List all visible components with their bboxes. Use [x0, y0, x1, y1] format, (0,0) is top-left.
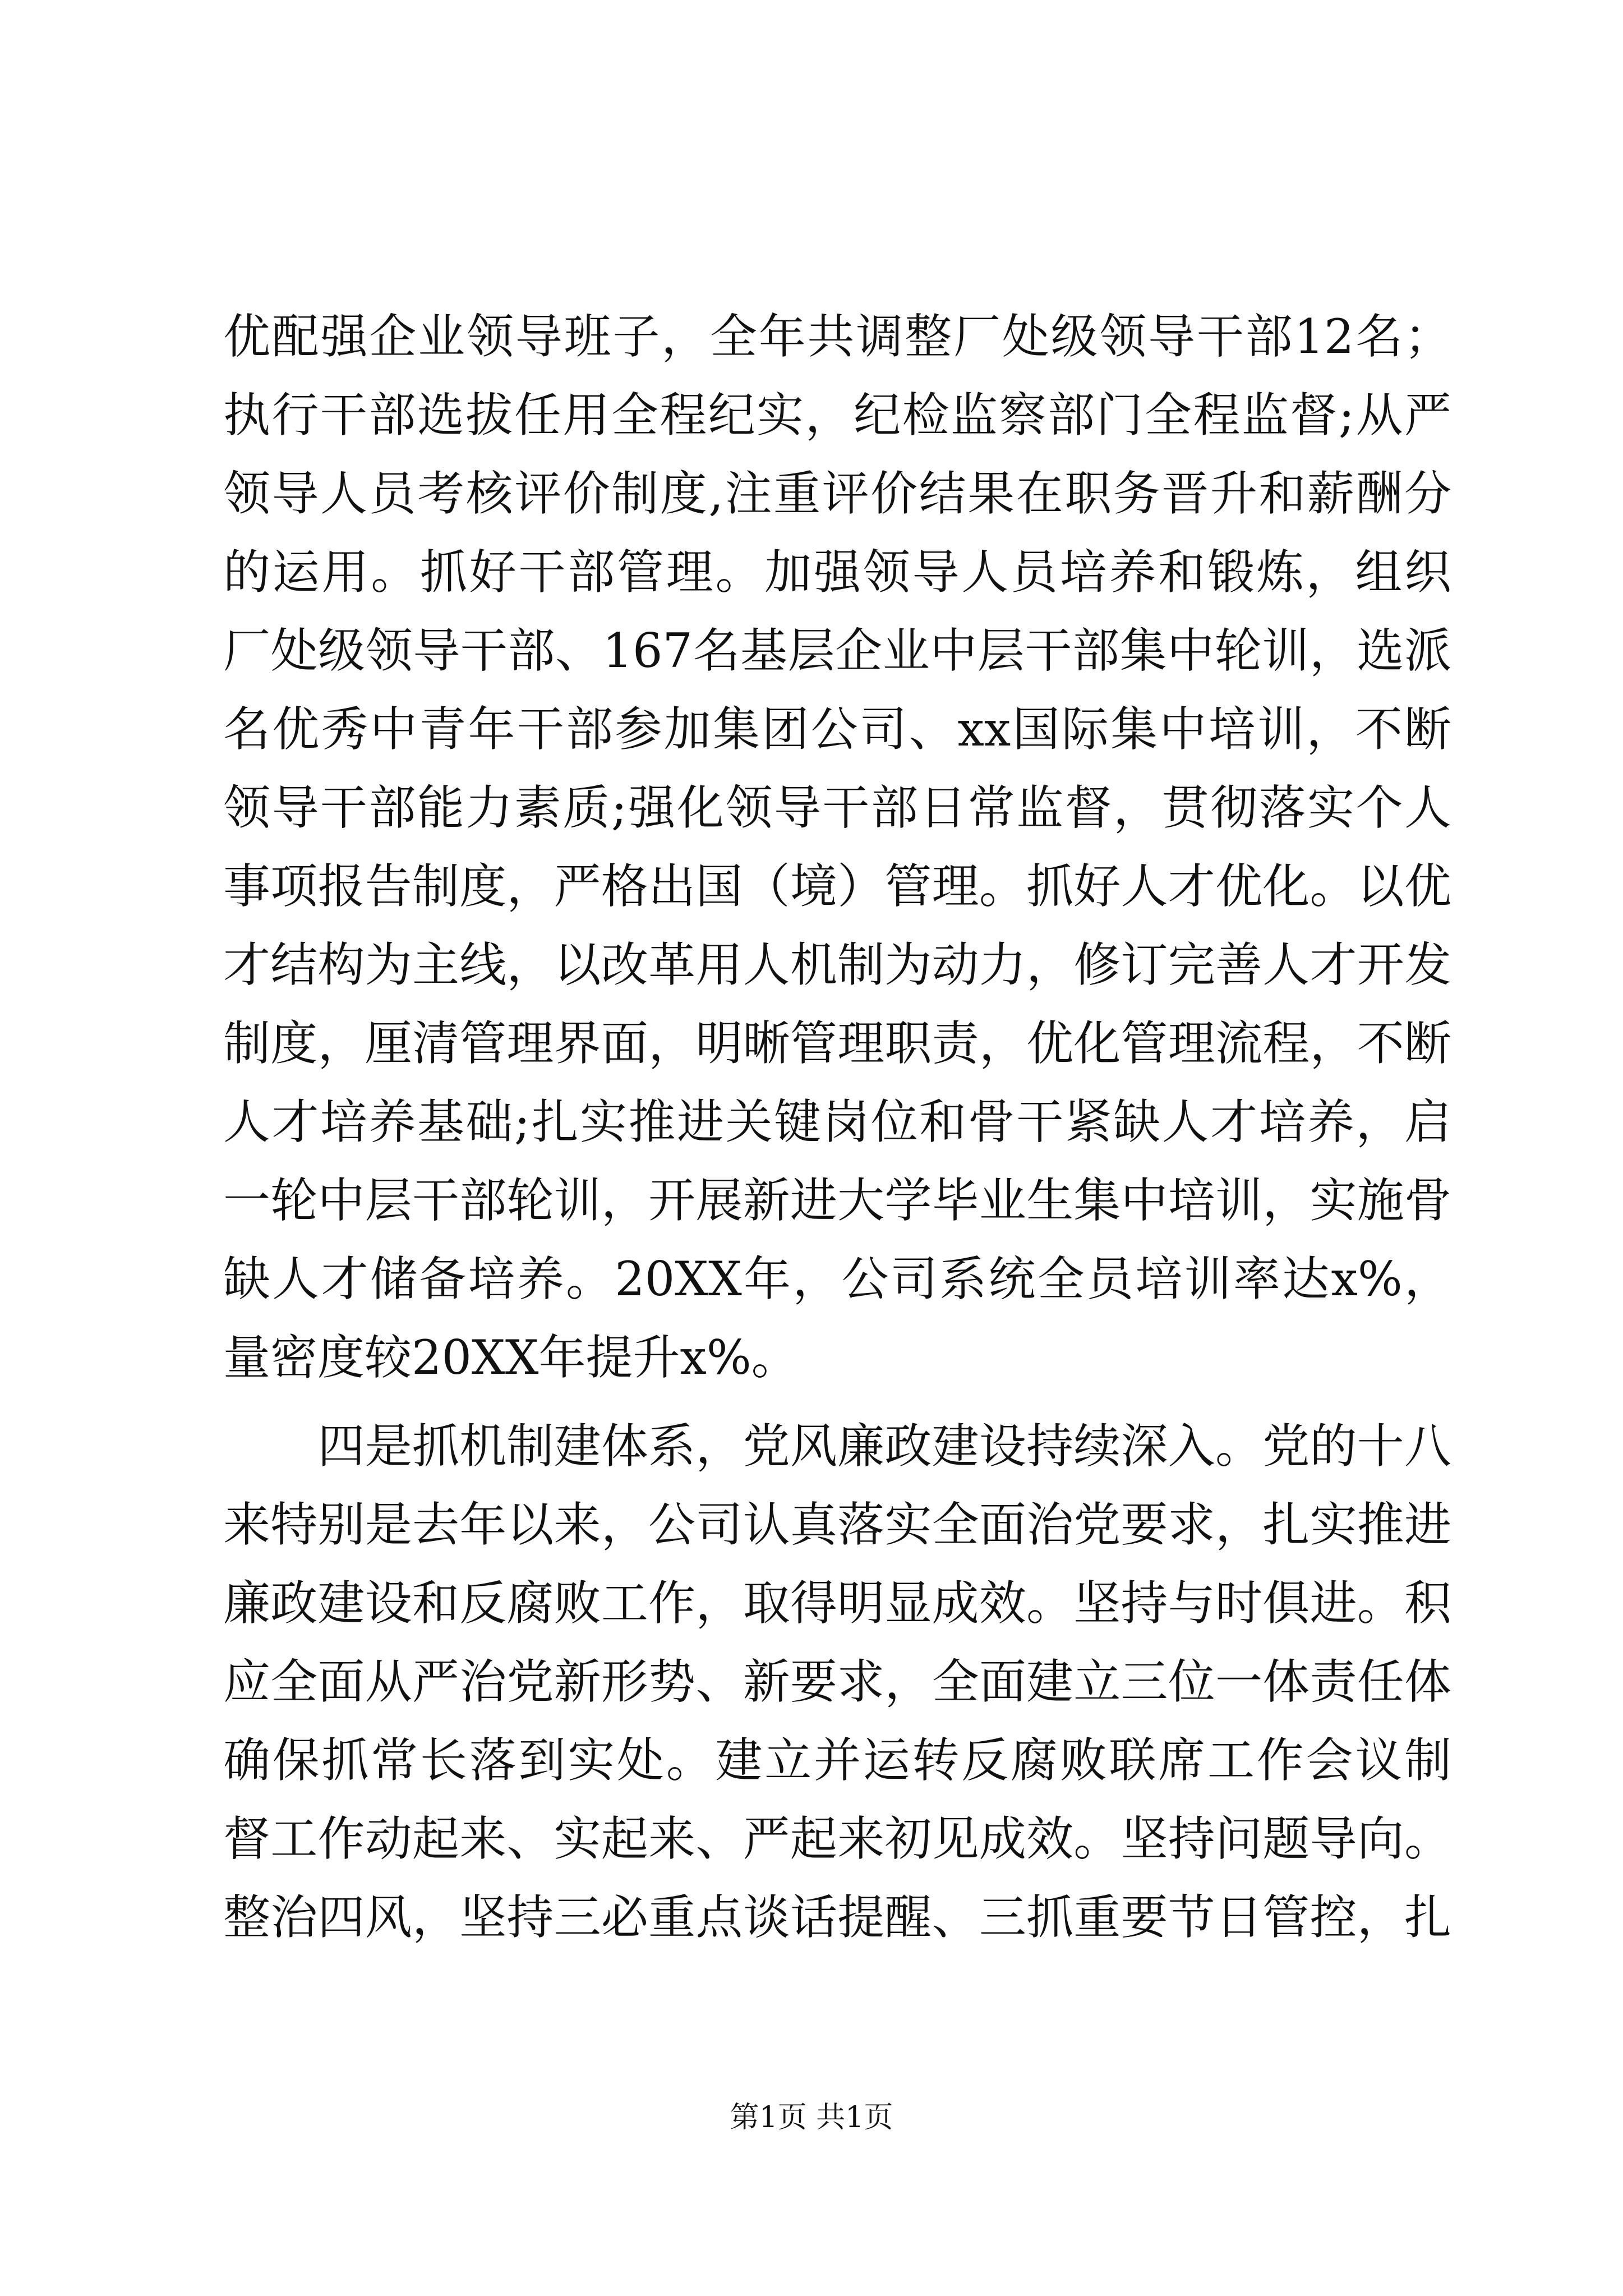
text-line: 领导人员考核评价制度,注重评价结果在职务晋升和薪酬分	[223, 466, 1451, 521]
text-line: 整治四风，坚持三必重点谈话提醒、三抓重要节日管控，扎	[223, 1890, 1451, 1945]
page-footer	[0, 2098, 1623, 2137]
text-line: 制度，厘清管理界面，明晰管理职责，优化管理流程，不断	[223, 1016, 1451, 1071]
text-line: 优配强企业领导班子，全年共调整厂处级领导干部12名；	[223, 309, 1451, 364]
text-line: 的运用。抓好干部管理。加强领导人员培养和锻炼，组织	[223, 545, 1451, 600]
text-line: 应全面从严治党新形势、新要求，全面建立三位一体责任体	[223, 1654, 1451, 1709]
text-line: 来特别是去年以来，公司认真落实全面治党要求，扎实推进	[223, 1497, 1451, 1552]
page-number-label: 第1页 共1页	[730, 2101, 893, 2134]
paragraph-spacer	[223, 1397, 1451, 1407]
text-line: 人才培养基础;扎实推进关键岗位和骨干紧缺人才培养，启	[223, 1094, 1451, 1149]
text-line: 缺人才储备培养。20XX年，公司系统全员培训率达x%，	[223, 1251, 1451, 1306]
paragraph-2	[223, 1407, 1451, 1957]
text-line: 事项报告制度，严格出国（境）管理。抓好人才优化。以优	[223, 859, 1451, 914]
text-line: 厂处级领导干部、167名基层企业中层干部集中轮训，选派	[223, 623, 1451, 678]
text-line: 确保抓常长落到实处。建立并运转反腐败联席工作会议制	[223, 1733, 1451, 1788]
text-line: 名优秀中青年干部参加集团公司、xx国际集中培训，不断	[223, 702, 1451, 757]
text-line: 才结构为主线，以改革用人机制为动力，修订完善人才开发	[223, 937, 1451, 992]
document-body	[223, 297, 1451, 1957]
text-line: 量密度较20XX年提升x%。	[223, 1330, 799, 1385]
text-line: 领导干部能力素质;强化领导干部日常监督，贯彻落实个人	[223, 780, 1451, 835]
text-line: 执行干部选拔任用全程纪实，纪检监察部门全程监督;从严	[223, 388, 1451, 443]
paragraph-1	[223, 297, 1451, 1397]
text-line: 四是抓机制建体系，党风廉政建设持续深入。党的十八	[317, 1419, 1451, 1474]
text-line: 督工作动起来、实起来、严起来初见成效。坚持问题导向。	[223, 1811, 1451, 1866]
text-line: 一轮中层干部轮训，开展新进大学毕业生集中培训，实施骨	[223, 1173, 1451, 1228]
text-line: 廉政建设和反腐败工作，取得明显成效。坚持与时俱进。积	[223, 1576, 1451, 1631]
